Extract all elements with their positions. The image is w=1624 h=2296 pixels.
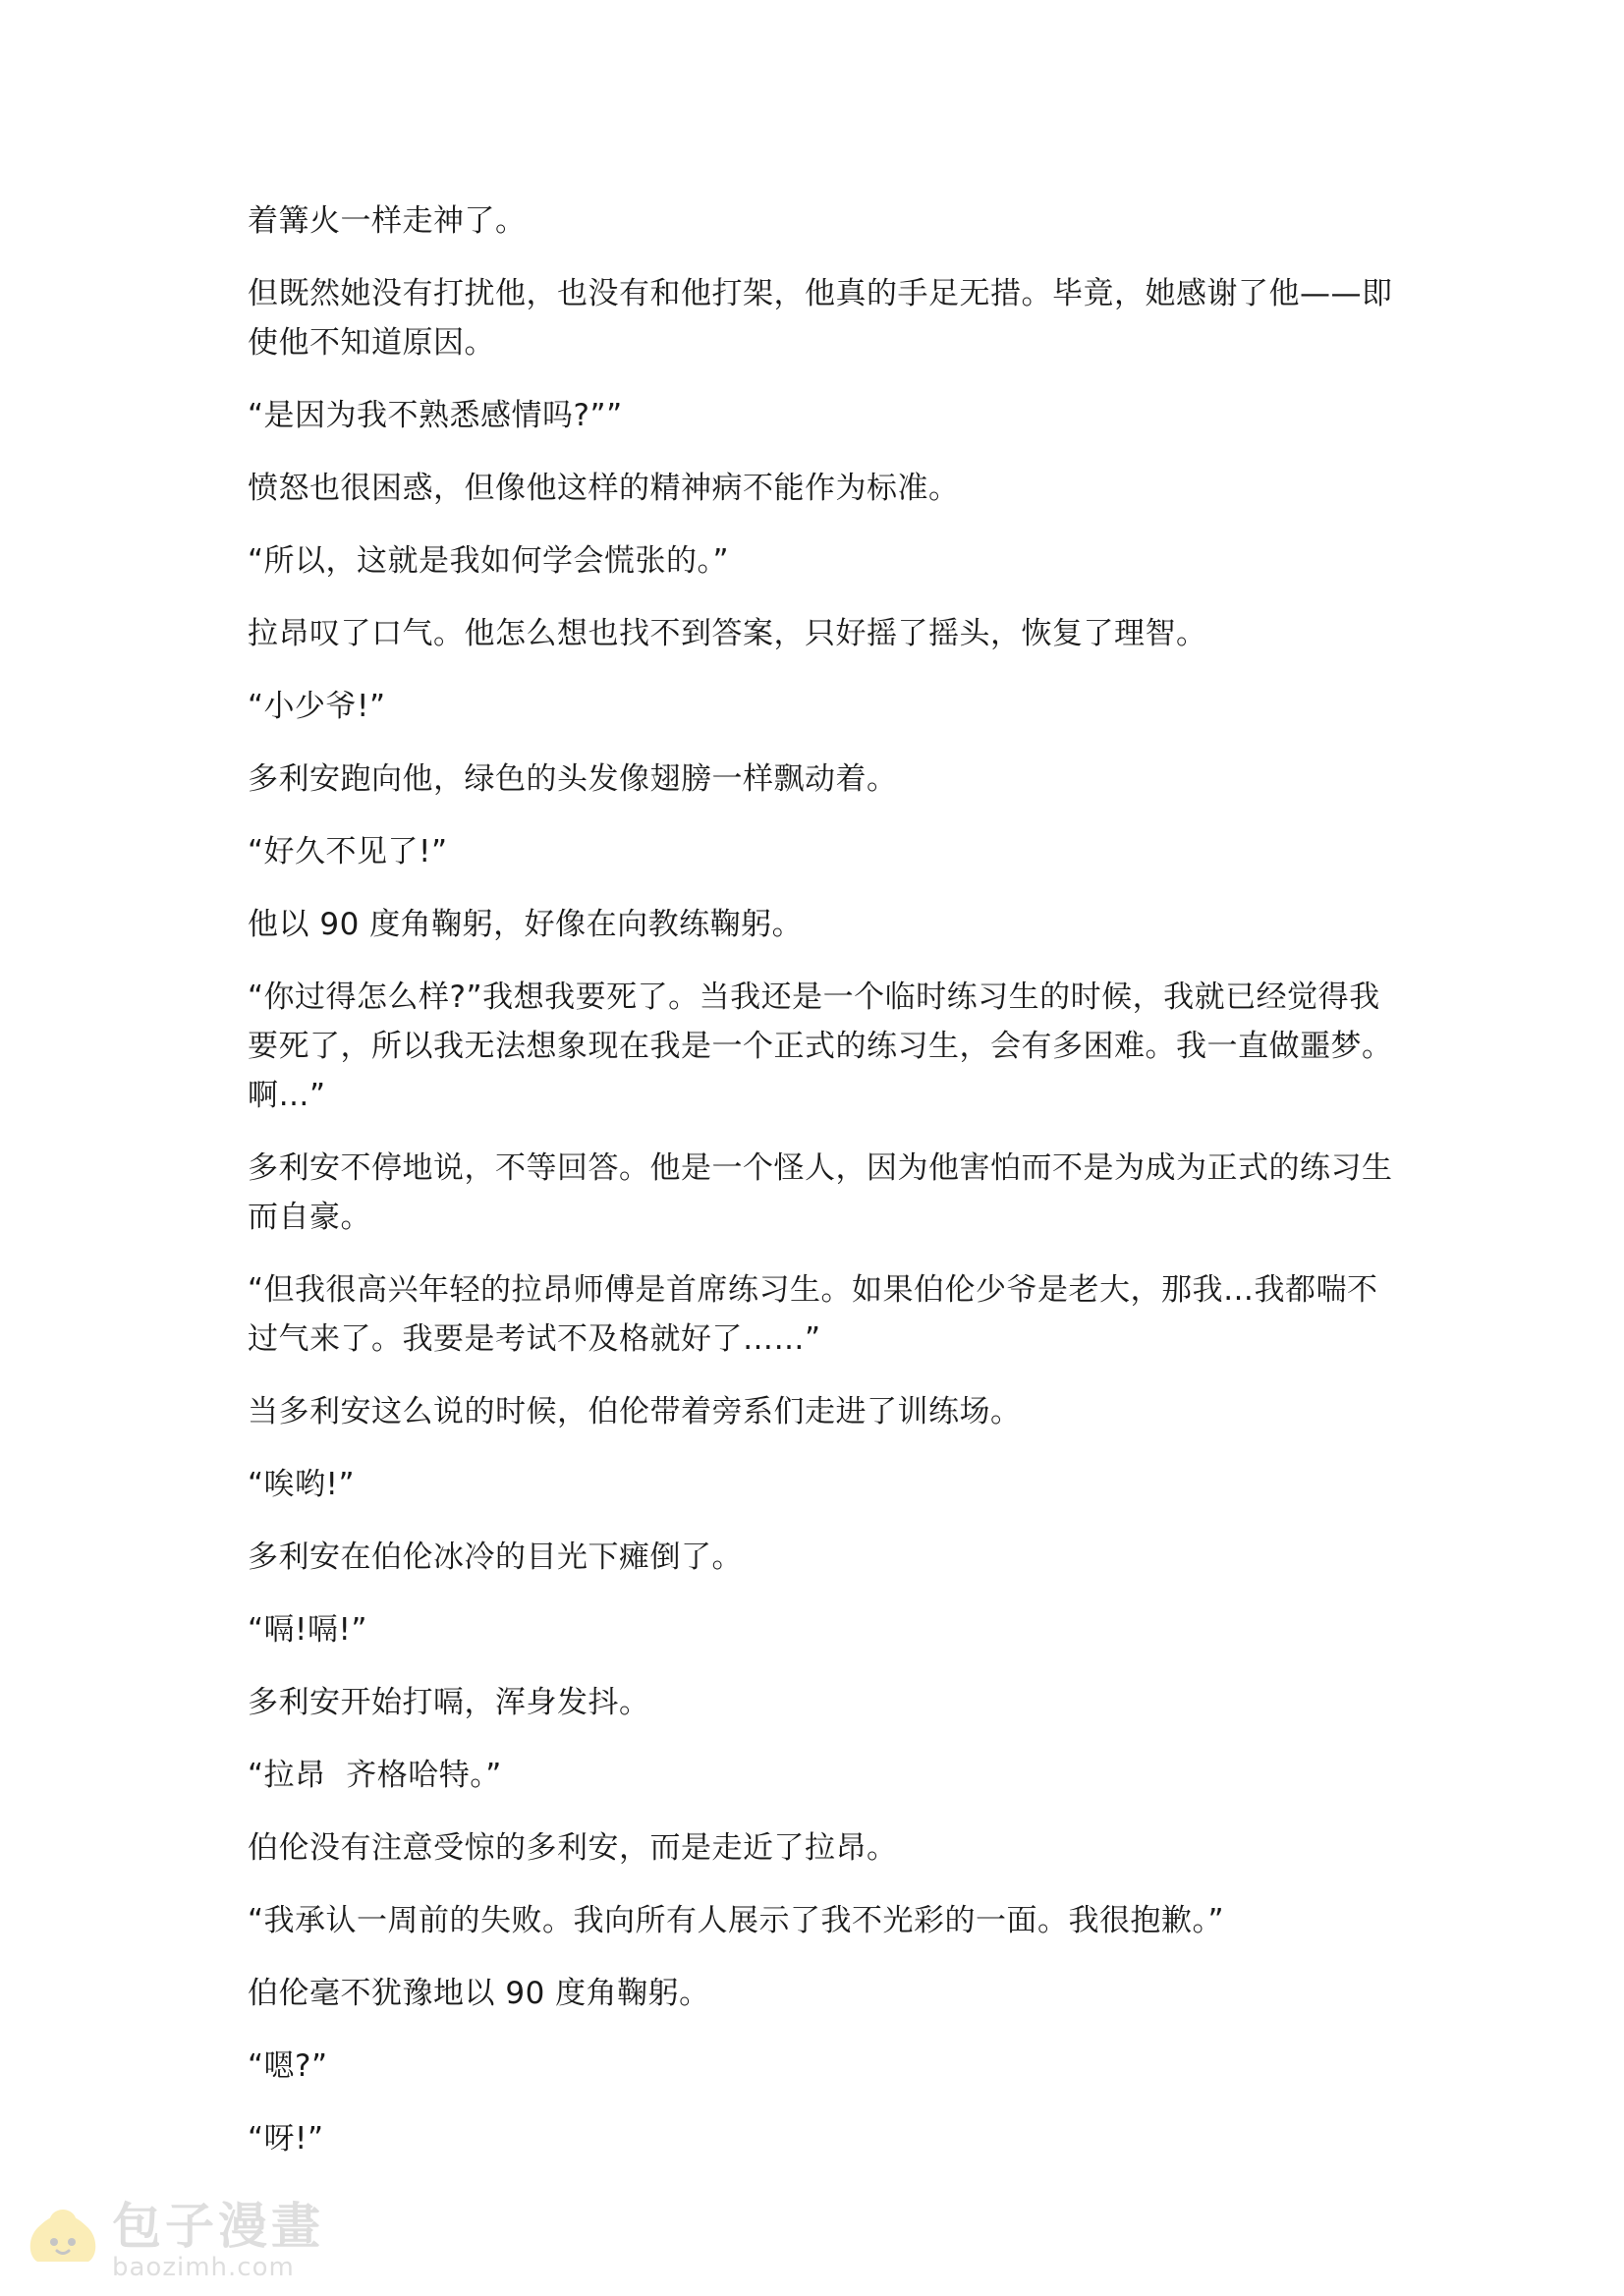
paragraph: “呀!” (248, 2121, 324, 2156)
paragraph: “好久不见了!” (248, 834, 448, 869)
watermark-text (112, 2199, 324, 2281)
paragraph: 但既然她没有打扰他，也没有和他打架，他真的手足无措。毕竟，她感谢了他——即使他不知道原因。 (248, 276, 1393, 361)
paragraph: 着篝火一样走神了。 (248, 203, 527, 239)
bun-mascot-icon (24, 2201, 102, 2279)
paragraph: “是因为我不熟悉感情吗?”” (248, 398, 623, 433)
paragraph: 伯伦没有注意受惊的多利安，而是走近了拉昂。 (248, 1830, 898, 1866)
paragraph: 当多利安这么说的时候，伯伦带着旁系们走进了训练场。 (248, 1394, 1022, 1429)
paragraph: 伯伦毫不犹豫地以 90 度角鞠躬。 (248, 1976, 710, 2011)
paragraph: 多利安不停地说，不等回答。他是一个怪人，因为他害怕而不是为成为正式的练习生而自豪。 (248, 1150, 1393, 1235)
paragraph: 多利安开始打嗝，浑身发抖。 (248, 1685, 650, 1720)
paragraph: “拉昂 齐格哈特。” (248, 1758, 502, 1793)
paragraph: 愤怒也很困惑，但像他这样的精神病不能作为标准。 (248, 471, 960, 506)
paragraph: “嗝!嗝!” (248, 1612, 367, 1648)
paragraph: “小少爷!” (248, 689, 386, 724)
paragraph: “所以，这就是我如何学会慌张的。” (248, 543, 730, 579)
document-body (248, 196, 1397, 2187)
paragraph: 他以 90 度角鞠躬，好像在向教练鞠躬。 (248, 907, 804, 942)
paragraph: “我承认一周前的失败。我向所有人展示了我不光彩的一面。我很抱歉。” (248, 1903, 1225, 1938)
watermark-title: 包子漫畫 (112, 2198, 324, 2255)
paragraph: “但我很高兴年轻的拉昂师傅是首席练习生。如果伯伦少爷是老大，那我…我都喘不过气来了。我要是考试不及格就好了……” (248, 1272, 1378, 1357)
paragraph: “唉哟!” (248, 1467, 356, 1502)
watermark-url: baozimh.com (112, 2253, 295, 2282)
site-watermark (24, 2196, 324, 2284)
paragraph: 多利安跑向他，绿色的头发像翅膀一样飘动着。 (248, 761, 898, 797)
paragraph: 拉昂叹了口气。他怎么想也找不到答案，只好摇了摇头，恢复了理智。 (248, 616, 1207, 651)
paragraph: “嗯?” (248, 2048, 328, 2084)
paragraph: 多利安在伯伦冰冷的目光下瘫倒了。 (248, 1540, 743, 1575)
paragraph: “你过得怎么样?”我想我要死了。当我还是一个临时练习生的时候，我就已经觉得我要死了，所以我无法想象现在我是一个正式的练习生，会有多困难。我一直做噩梦。啊…” (248, 980, 1393, 1113)
